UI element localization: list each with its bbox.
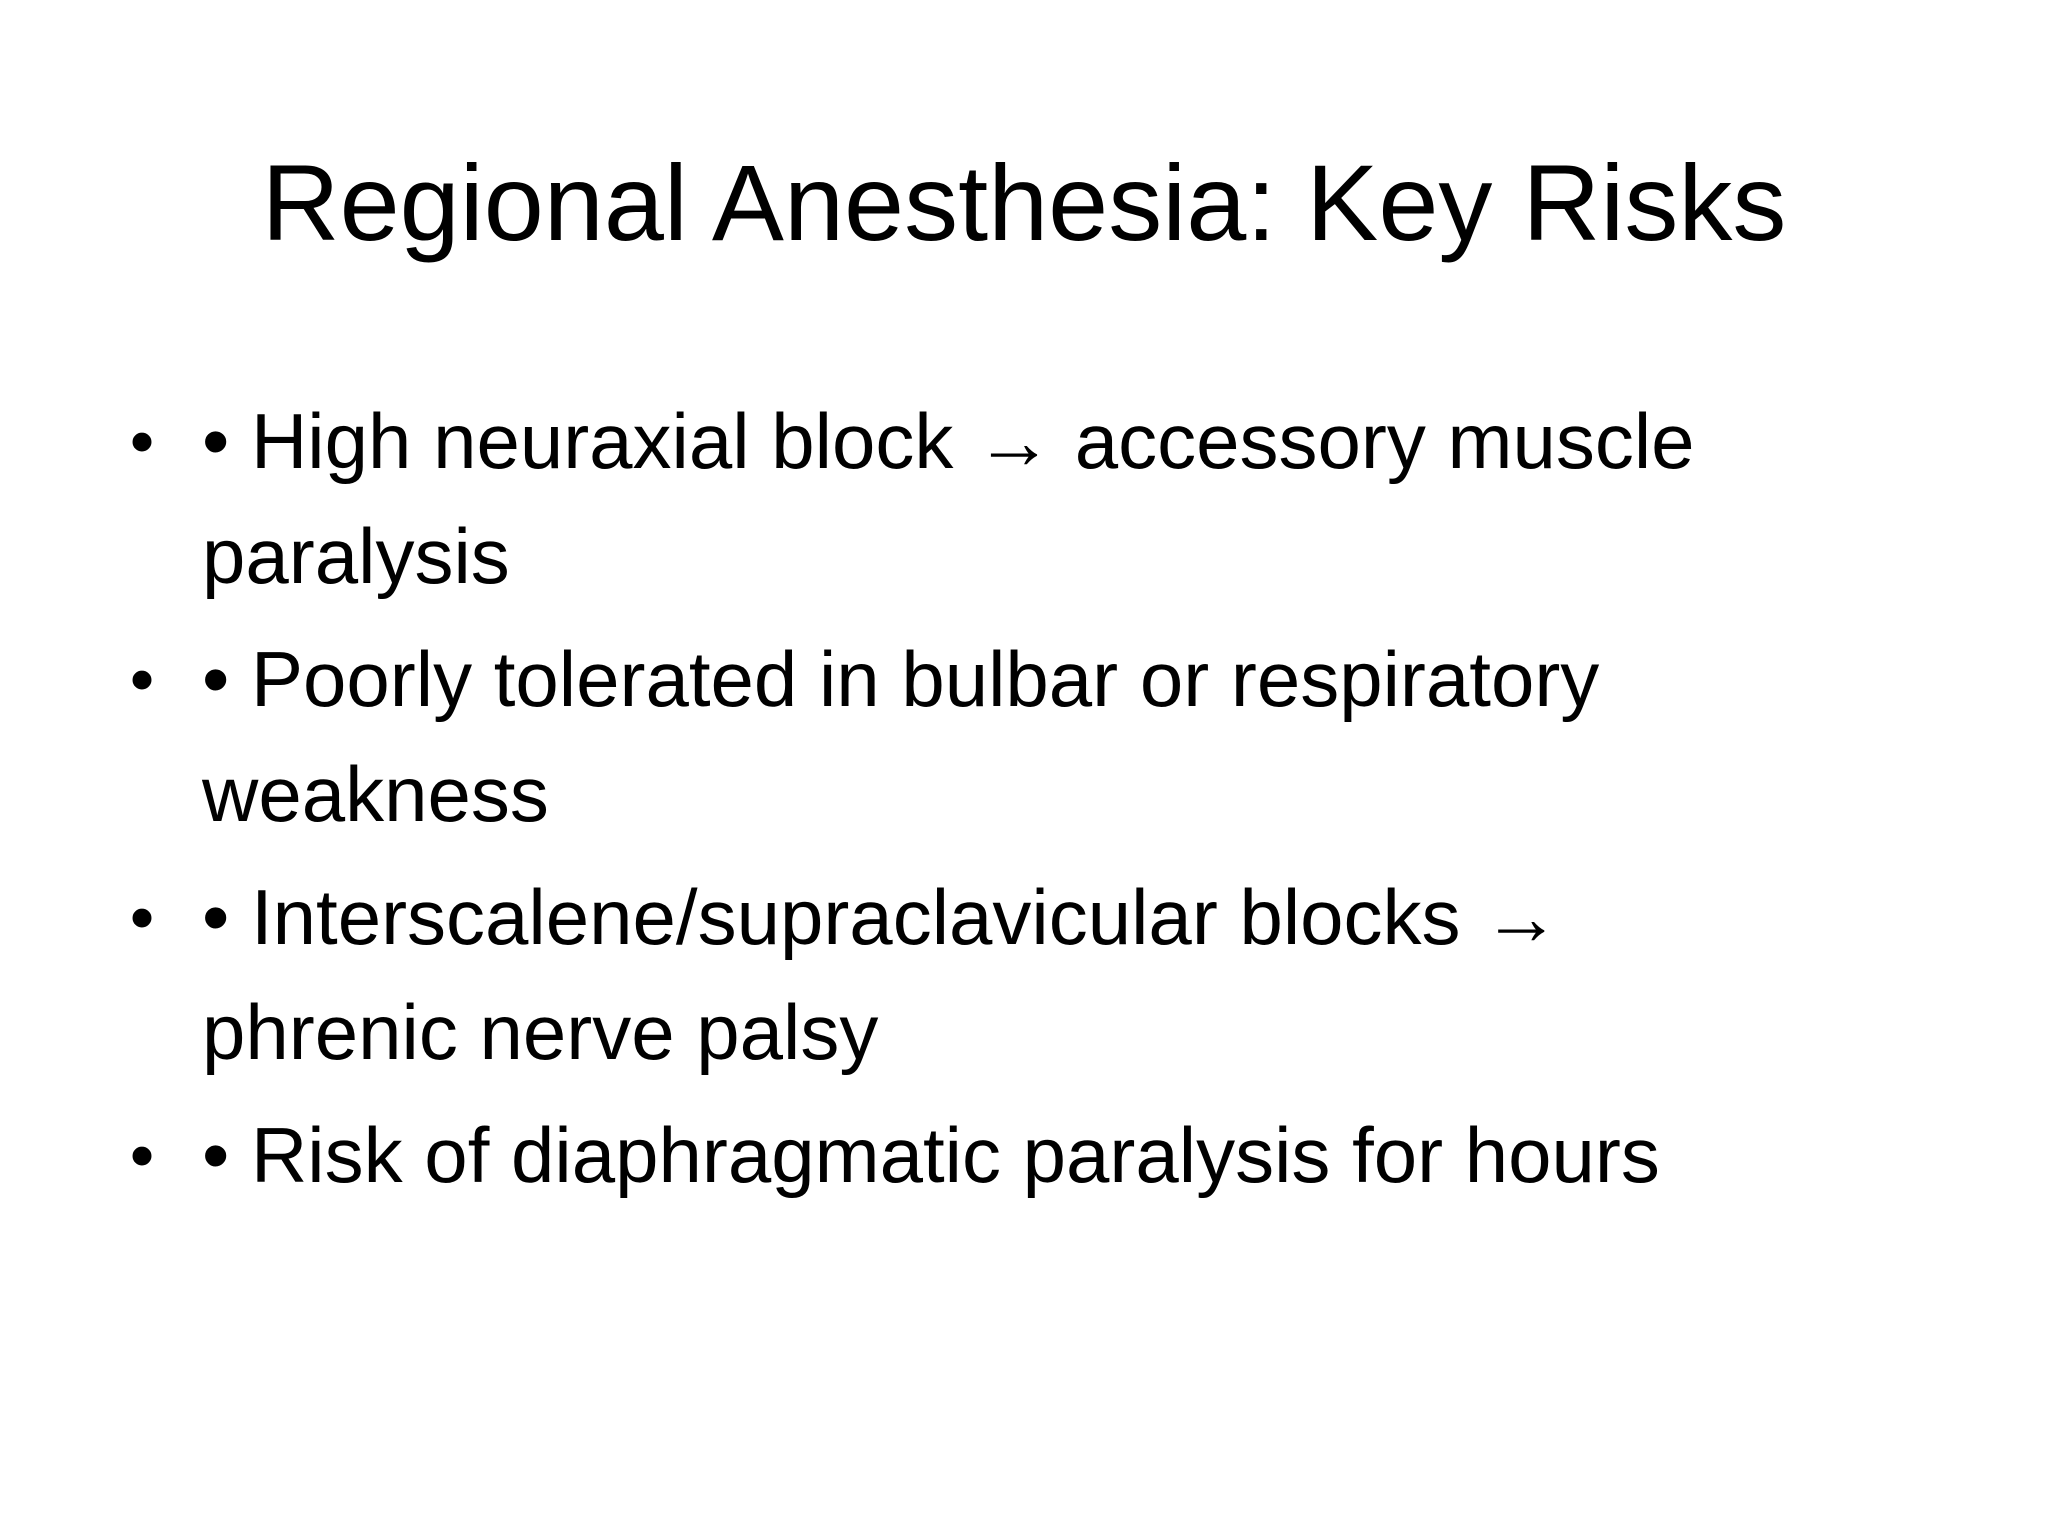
bullet-list [122, 384, 1822, 1221]
bullet-dot-icon: • [129, 402, 155, 480]
bullet-dot-icon: • [129, 1116, 155, 1194]
slide-title: Regional Anesthesia: Key Risks [261, 142, 1787, 263]
bullet-item-poorly-tolerated [122, 622, 1822, 852]
bullet-text: • Interscalene/supraclavicular blocks → phrenic nerve palsy [202, 873, 1561, 1076]
bullet-text: • Poorly tolerated in bulbar or respiratory weakness [202, 635, 1600, 838]
bullet-dot-icon: • [129, 878, 155, 956]
bullet-item-interscalene-blocks [122, 860, 1822, 1090]
bullet-dot-icon: • [129, 640, 155, 718]
bullet-text: • High neuraxial block → accessory muscle paralysis [202, 397, 1695, 600]
bullet-text: • Risk of diaphragmatic paralysis for hours [202, 1111, 1660, 1199]
bullet-item-diaphragmatic-paralysis [122, 1098, 1822, 1213]
bullet-item-high-neuraxial-block [122, 384, 1822, 614]
